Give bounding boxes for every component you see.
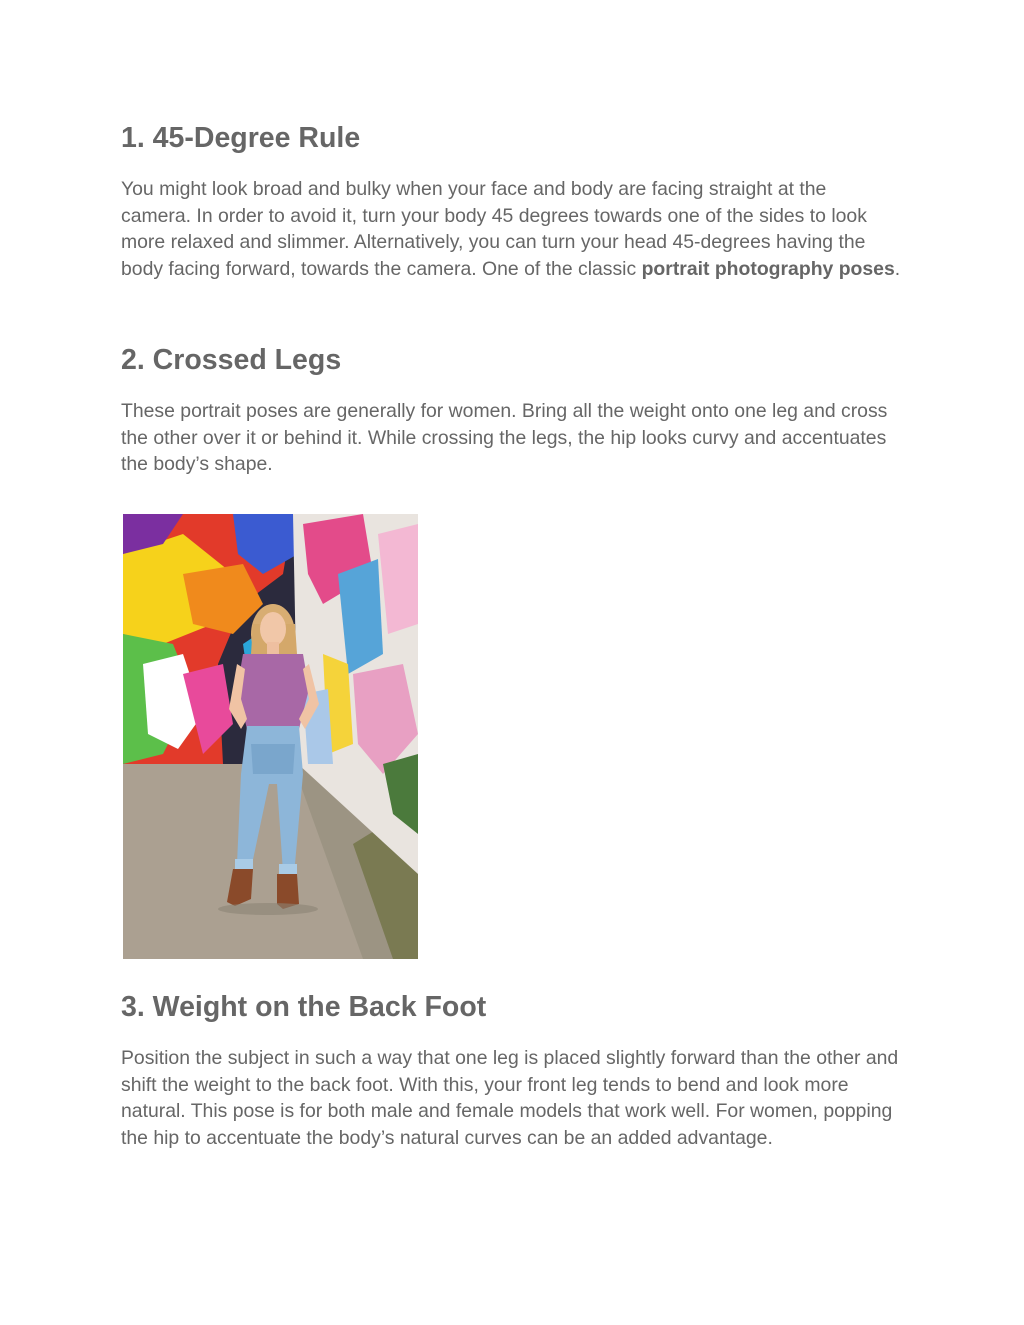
section-body-crossed-legs: These portrait poses are generally for women. Bring all the weight onto one leg and cross the other over it or behind it. While crossing the legs, the hip looks curvy and accentuates the body’s shape.	[121, 400, 888, 475]
body-text: You might look broad and bulky when your face and body are facing straight at the camera. In order to avoid it, turn your body 45 degrees towards one of the sides to look more relaxed and slimmer. Alternatively, you can turn your head 45-degrees having the body facing forward, towards the camera. One of the classic	[121, 178, 867, 280]
section-heading-weight-back-foot: 3. Weight on the Back Foot	[121, 991, 487, 1023]
section-body-45-degree-rule	[121, 176, 901, 282]
portrait-photo	[123, 514, 418, 959]
section-heading-crossed-legs: 2. Crossed Legs	[121, 344, 342, 376]
section-heading-45-degree-rule: 1. 45-Degree Rule	[121, 122, 361, 154]
bold-link-text: portrait photography poses	[641, 257, 895, 280]
photo-illustration	[123, 514, 418, 959]
body-text-end: .	[894, 257, 901, 280]
section-body-weight-back-foot: Position the subject in such a way that one leg is placed slightly forward than the other and shift the weight to the back foot. With this, your front leg tends to bend and look more natural. This pose is for both male and female models that work well. For women, popping the hip to accentuate the body’s natural curves can be an added advantage.	[121, 1047, 899, 1149]
